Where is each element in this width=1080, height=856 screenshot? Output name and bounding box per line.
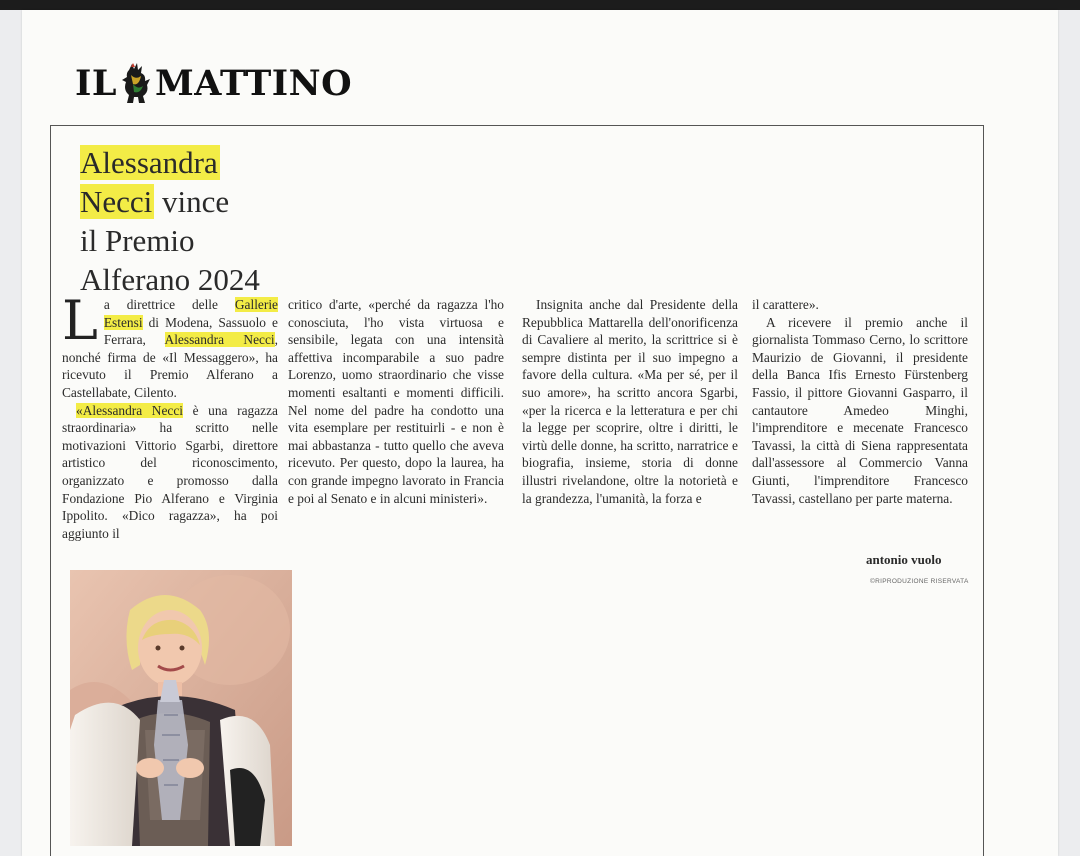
paragraph-text: A ricevere il premio anche il giornalista Tommaso Cerno, lo scrittore Maurizio de Giovanni, il presidente della Banca Ifis Ernesto Fürstenberg Fassio, il pittore Giovanni Gasparro, il cantautore Amedeo Minghi, l'imprenditore e mecenate Francesco Tavassi, la città di Siena rappresentata dall'assessore al Commercio Vanna Giunti, l'imprenditore Francesco Tavassi, castellano per parte materna. — [752, 314, 968, 506]
masthead-right: MATTINO — [154, 62, 353, 104]
paragraph-text: , nonché firma de «Il Messaggero», ha ricevuto il Premio Alferano a Castellabate, Cilento. — [62, 332, 278, 400]
article-photo — [70, 570, 292, 846]
headline-text: vince — [154, 184, 230, 219]
top-status-bar — [0, 0, 1080, 10]
paragraph-text: a direttrice delle — [103, 297, 235, 312]
photo-illustration — [70, 570, 292, 846]
paragraph-text: il carattere». — [752, 297, 819, 312]
paragraph-text: è una ragazza straordinaria» ha scritto nelle motivazioni Vittorio Sgarbi, direttore artistico del riconoscimento, organizzato e promosso dalla Fondazione Pio Alferano e Virginia Ippolito. «Dico ragazza», ha poi aggiunto il — [62, 402, 278, 541]
masthead-left: IL — [75, 62, 117, 104]
masthead-logo — [75, 60, 352, 106]
article-headline — [80, 143, 340, 299]
article-column-4 — [752, 296, 968, 507]
rooster-logo-icon — [119, 62, 153, 104]
author-signature: antonio vuolo — [866, 552, 942, 567]
article-column-2 — [288, 296, 504, 507]
headline-line-3: il Premio — [80, 223, 195, 258]
headline-highlight-name: Alessandra — [80, 145, 218, 180]
paragraph-text: critico d'arte, «perché da ragazza l'ho conosciuta, l'ho vista virtuosa e sensibile, legata con una intensità affettiva incomparabile a suo padre Lorenzo, uomo straordinario che visse momenti esaltanti e momenti difficili. Nel nome del padre ha condotto una vita esemplare per restituirli - e non è mai abbastanza - tutto quello che aveva ricevuto. Per questo, dopo la laurea, ha con grande impegno lavorato in Francia e poi al Senato e in alcuni ministeri». — [288, 297, 504, 506]
headline-highlight-surname: Necci — [80, 184, 153, 219]
drop-cap: L — [62, 289, 98, 352]
paragraph-text: di Modena, Sassuolo e Ferrara, — [103, 314, 278, 348]
highlight-text: Alessandra Necci — [164, 332, 275, 348]
paragraph-text: Insignita anche dal Presidente della Repubblica Mattarella dell'onorificenza di Cavaliere al merito, la scrittrice si è sempre distinta per il suo impegno a favore della cultura. «Ma per sé, per il suo amore», ha scritto ancora Sgarbi, «per la ricerca e la letteratura e per chi la legge per scoprire, oltre i diritti, le virtù delle donne, ha scritto, narratrice e biografia, insieme, storia di donne illustri rivelandone, oltre la notorietà e la grandezza, l'umanità, la forza e — [522, 297, 738, 506]
article-column-1 — [62, 289, 278, 542]
headline-line-4: Alferano 2024 — [80, 262, 260, 297]
highlight-text: Gallerie Estensi — [103, 297, 278, 330]
article-column-3 — [522, 296, 738, 507]
highlight-text: «Alessandra Necci — [76, 402, 184, 418]
copyright-notice: ©RIPRODUZIONE RISERVATA — [870, 578, 969, 585]
